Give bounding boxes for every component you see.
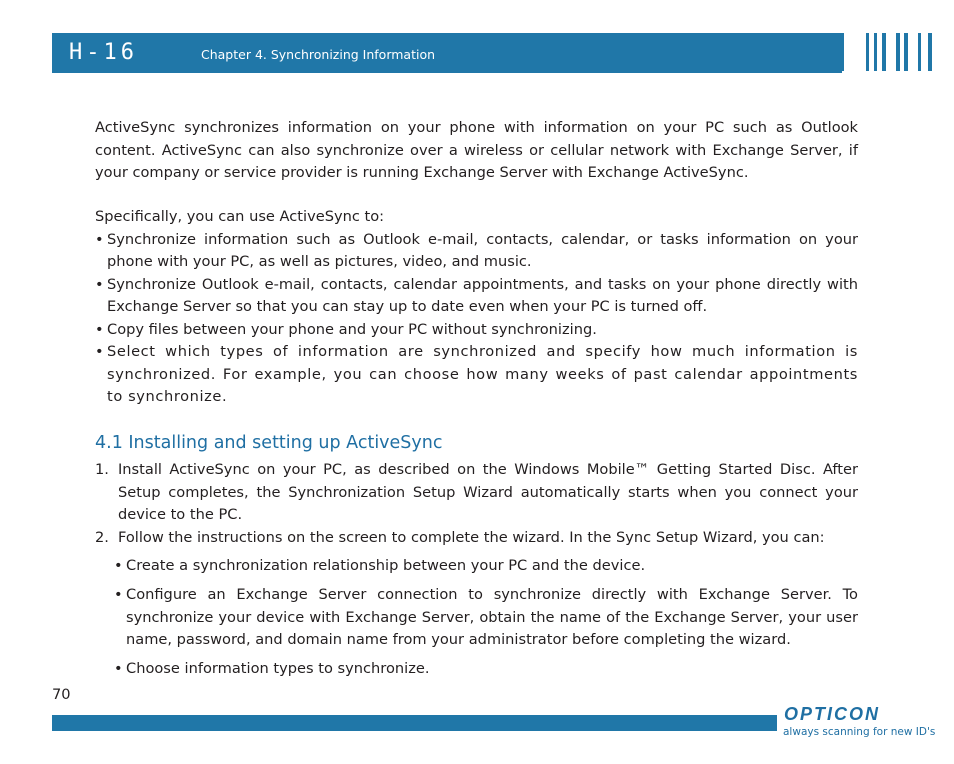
intro-list	[95, 206, 858, 409]
brand-tagline: always scanning for new ID's	[783, 726, 936, 738]
section-title: 4.1 Installing and setting up ActiveSync	[95, 433, 443, 453]
list-item: • Synchronize information such as Outlook e-mail, contacts, calendar, or tasks information on your phone with your PC, as well as pictures, video, and music.	[95, 230, 858, 270]
model-label: H-16	[69, 40, 138, 65]
bullet-icon: •	[114, 660, 123, 677]
header-bar	[52, 33, 842, 73]
bullet-icon: •	[95, 320, 104, 338]
footer-bar	[52, 715, 777, 731]
bullet-icon: •	[95, 343, 105, 360]
page-number: 70	[52, 686, 71, 703]
barcode-graphic	[728, 33, 934, 71]
sub-list-item: • Configure an Exchange Server connection to synchronize directly with Exchange Server. To synchronize your device with Exchange Server, obtain the name of the Exchange Server, your user name, password, and domain name from your administrator before completing the wizard.	[114, 586, 858, 648]
bullet-icon: •	[95, 230, 104, 248]
bullet-icon: •	[114, 557, 123, 574]
svg-text:OPTICON: OPTICON	[784, 704, 881, 724]
intro-lead: Specifically, you can use ActiveSync to:	[95, 208, 385, 225]
list-item: • Synchronize Outlook e-mail, contacts, calendar appointments, and tasks on your phone directly with Exchange Server so that you can stay up to date even when your PC is turned off.	[95, 275, 858, 315]
step-item: 2. Follow the instructions on the screen to complete the wizard. In the Sync Setup Wizard, you can:	[95, 527, 858, 550]
intro-paragraph: ActiveSync synchronizes information on your phone with information on your PC such as Outlook content. ActiveSync can also synchronize over a wireless or cellular network with Exchange Server, if your company or service provider is running Exchange Server with Exchange ActiveSync.	[95, 119, 858, 181]
sub-list-item: • Create a synchronization relationship between your PC and the device.	[114, 555, 858, 578]
opticon-logo	[784, 702, 930, 724]
steps-list	[95, 459, 858, 549]
step-number: 1.	[95, 461, 109, 478]
step-number: 2.	[95, 528, 109, 546]
sub-list-item: • Choose information types to synchronize.	[114, 658, 858, 681]
bullet-icon: •	[114, 586, 123, 603]
list-item: • Select which types of information are synchronized and specify how much information is synchronized. For example, you can choose how many weeks of past calendar appointments to synchronize.	[95, 343, 858, 405]
bullet-icon: •	[95, 275, 104, 293]
step-item: 1. Install ActiveSync on your PC, as described on the Windows Mobile™ Getting Started Disc. After Setup completes, the Synchronization Setup Wizard automatically starts when you connect your device to the PC.	[95, 461, 858, 523]
list-item: • Copy files between your phone and your PC without synchronizing.	[95, 319, 858, 342]
chapter-label: Chapter 4. Synchronizing Information	[201, 47, 436, 62]
